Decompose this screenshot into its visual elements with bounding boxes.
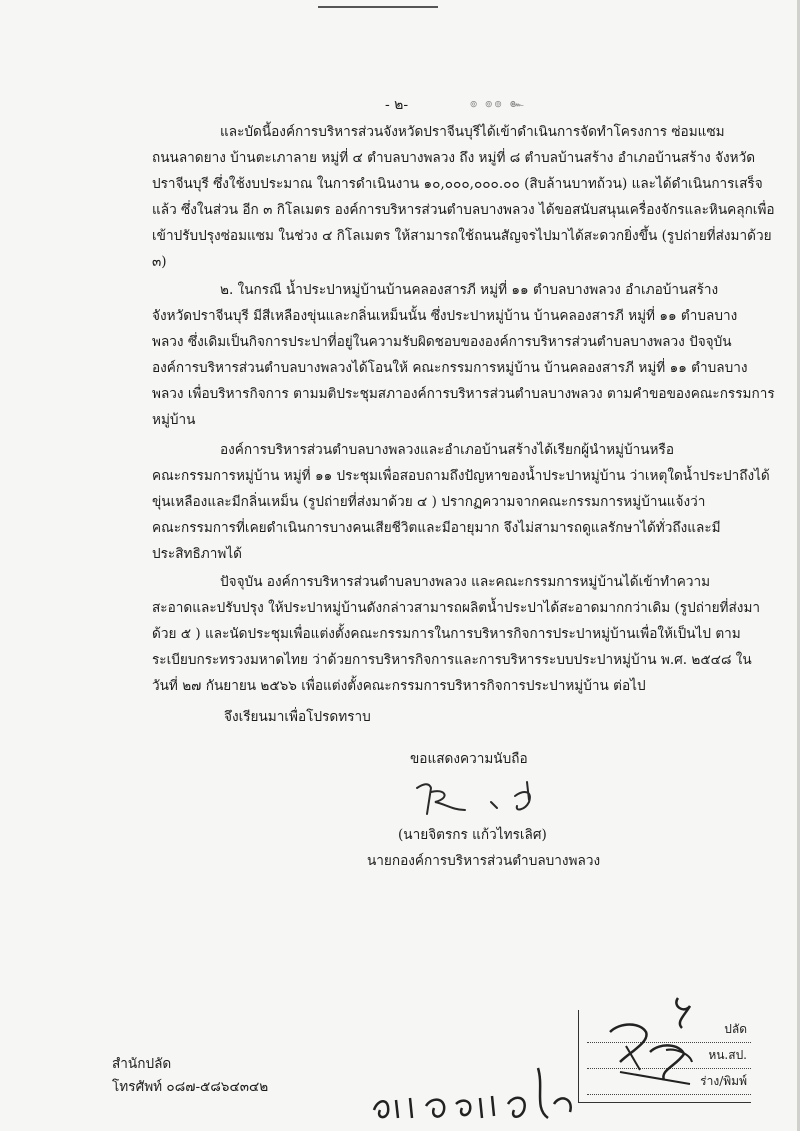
- top-scan-mark: [318, 0, 438, 8]
- body-line: องค์การบริหารส่วนตำบลบางพลวงได้โอนให้ คณะกรรมการหมู่บ้าน บ้านคลองสารภี หมู่ที่ ๑๑ ตำบลบาง: [152, 360, 748, 376]
- body-line: ขุ่นเหลืองและมีกลิ่นเหม็น (รูปถ่ายที่ส่งมาด้วย ๔ ) ปรากฏความจากคณะกรรมการหมู่บ้านแจ้งว่า: [152, 494, 706, 510]
- body-line: พลวง ซึ่งเดิมเป็นกิจการประปาที่อยู่ในความรับผิดชอบขององค์การบริหารส่วนตำบลบางพลวง ปัจจุบัน: [152, 334, 732, 350]
- page-number: - ๒-: [385, 97, 409, 113]
- signatory-position: นายกองค์การบริหารส่วนตำบลบางพลวง: [367, 853, 601, 869]
- body-line: วันที่ ๒๗ กันยายน ๒๕๖๖ เพื่อแต่งตั้งคณะกรรมการบริหารกิจการประปาหมู่บ้าน ต่อไป: [152, 678, 646, 694]
- body-line: และบัดนี้องค์การบริหารส่วนจังหวัดปราจีนบุรีได้เข้าดำเนินการจัดทำโครงการ ซ่อมแซม: [220, 124, 725, 140]
- body-line: คณะกรรมการหมู่บ้าน หมู่ที่ ๑๑ ประชุมเพื่อสอบถามถึงปัญหาของน้ำประปาหมู่บ้าน ว่าเหตุใดน้ำประปาถึงได้: [152, 468, 770, 484]
- body-line: สะอาดและปรับปรุง ให้ประปาหมู่บ้านดังกล่าวสามารถผลิตน้ำประปาได้สะอาดมากกว่าเดิม (รูปถ่ายที่ส่งมา: [152, 600, 761, 616]
- body-line: ประสิทธิภาพได้: [152, 546, 243, 562]
- body-line: ปราจีนบุรี ซึ่งใช้งบประมาณ ในการดำเนินงาน ๑๐,๐๐๐,๐๐๐.๐๐ (สิบล้านบาทถ้วน) และได้ดำเนินการเสร็จ: [152, 176, 763, 192]
- body-line: เข้าปรับปรุงซ่อมแซม ในช่วง ๔ กิโลเมตร ให้สามารถใช้ถนนสัญจรไปมาได้สะดวกยิ่งขึ้น (รูปถ่ายที่ส่งมาด้วย: [152, 228, 772, 244]
- signatory-name: (นายจิตรกร แก้วไทรเลิศ): [398, 827, 547, 843]
- stamp-row-deputy: ปลัด: [587, 1020, 751, 1043]
- body-line: หมู่บ้าน: [152, 412, 196, 428]
- body-line: องค์การบริหารส่วนตำบลบางพลวงและอำเภอบ้านสร้างได้เรียกผู้นำหมู่บ้านหรือ: [220, 442, 674, 458]
- body-line: ระเบียบกระทรวงมหาดไทย ว่าด้วยการบริหารกิจการและการบริหารระบบประปาหมู่บ้าน พ.ศ. ๒๕๔๘ ใน: [152, 652, 752, 668]
- signature-respect: ขอแสดงความนับถือ: [410, 751, 528, 767]
- body-line: ๒. ในกรณี น้ำประปาหมู่บ้านบ้านคลองสารภี หมู่ที่ ๑๑ ตำบลบางพลวง อำเภอบ้านสร้าง: [220, 282, 719, 298]
- body-line: จังหวัดปราจีนบุรี มีสีเหลืองขุ่นและกลิ่นเหม็นนั้น ซึ่งประปาหมู่บ้าน บ้านคลองสารภี หมู่ที่ ๑๑ ตำบลบาง: [152, 308, 738, 324]
- handwritten-initials: [580, 992, 760, 1102]
- stamp-row-draft-print: ร่าง/พิมพ์: [587, 1072, 751, 1095]
- footer-office: สำนักปลัด: [112, 1056, 172, 1072]
- footer-phone: โทรศัพท์ ๐๘๗-๕๘๖๔๓๔๒: [112, 1079, 269, 1095]
- handwritten-signature: [405, 776, 555, 826]
- body-line: ๓): [152, 254, 167, 270]
- closing-line: จึงเรียนมาเพื่อโปรดทราบ: [224, 709, 371, 725]
- body-line: แล้ว ซึ่งในส่วน อีก ๓ กิโลเมตร องค์การบริหารส่วนตำบลบางพลวง ได้ขอสนับสนุนเครื่องจักรและหินคลุกเพื่อ: [152, 202, 775, 218]
- body-line: พลวง เพื่อบริหารกิจการ ตามมติประชุมสภาองค์การบริหารส่วนตำบลบางพลวง ตามคำขอของคณะกรรมการ: [152, 386, 775, 402]
- body-line: ปัจจุบัน องค์การบริหารส่วนตำบลบางพลวง และคณะกรรมการหมู่บ้านได้เข้าทำความ: [220, 574, 711, 590]
- body-line: ถนนลาดยาง บ้านตะเภาลาย หมู่ที่ ๔ ตำบลบางพลวง ถึง หมู่ที่ ๘ ตำบลบ้านสร้าง อำเภอบ้านสร้าง จังหวัด: [152, 150, 756, 166]
- body-line: คณะกรรมการที่เคยดำเนินการบางคนเสียชีวิตและมีอายุมาก จึงไม่สามารถดูแลรักษาได้ทั่วถึงและมี: [152, 520, 721, 536]
- body-line: ด้วย ๕ ) และนัดประชุมเพื่อแต่งตั้งคณะกรรมการในการบริหารกิจการประปาหมู่บ้านเพื่อให้เป็นไป ตาม: [152, 626, 741, 642]
- faint-marks: ๏ ๏๏ ๛: [470, 96, 526, 110]
- handwritten-note: [368, 1058, 593, 1128]
- stamp-row-office-head: หน.สป.: [587, 1046, 751, 1069]
